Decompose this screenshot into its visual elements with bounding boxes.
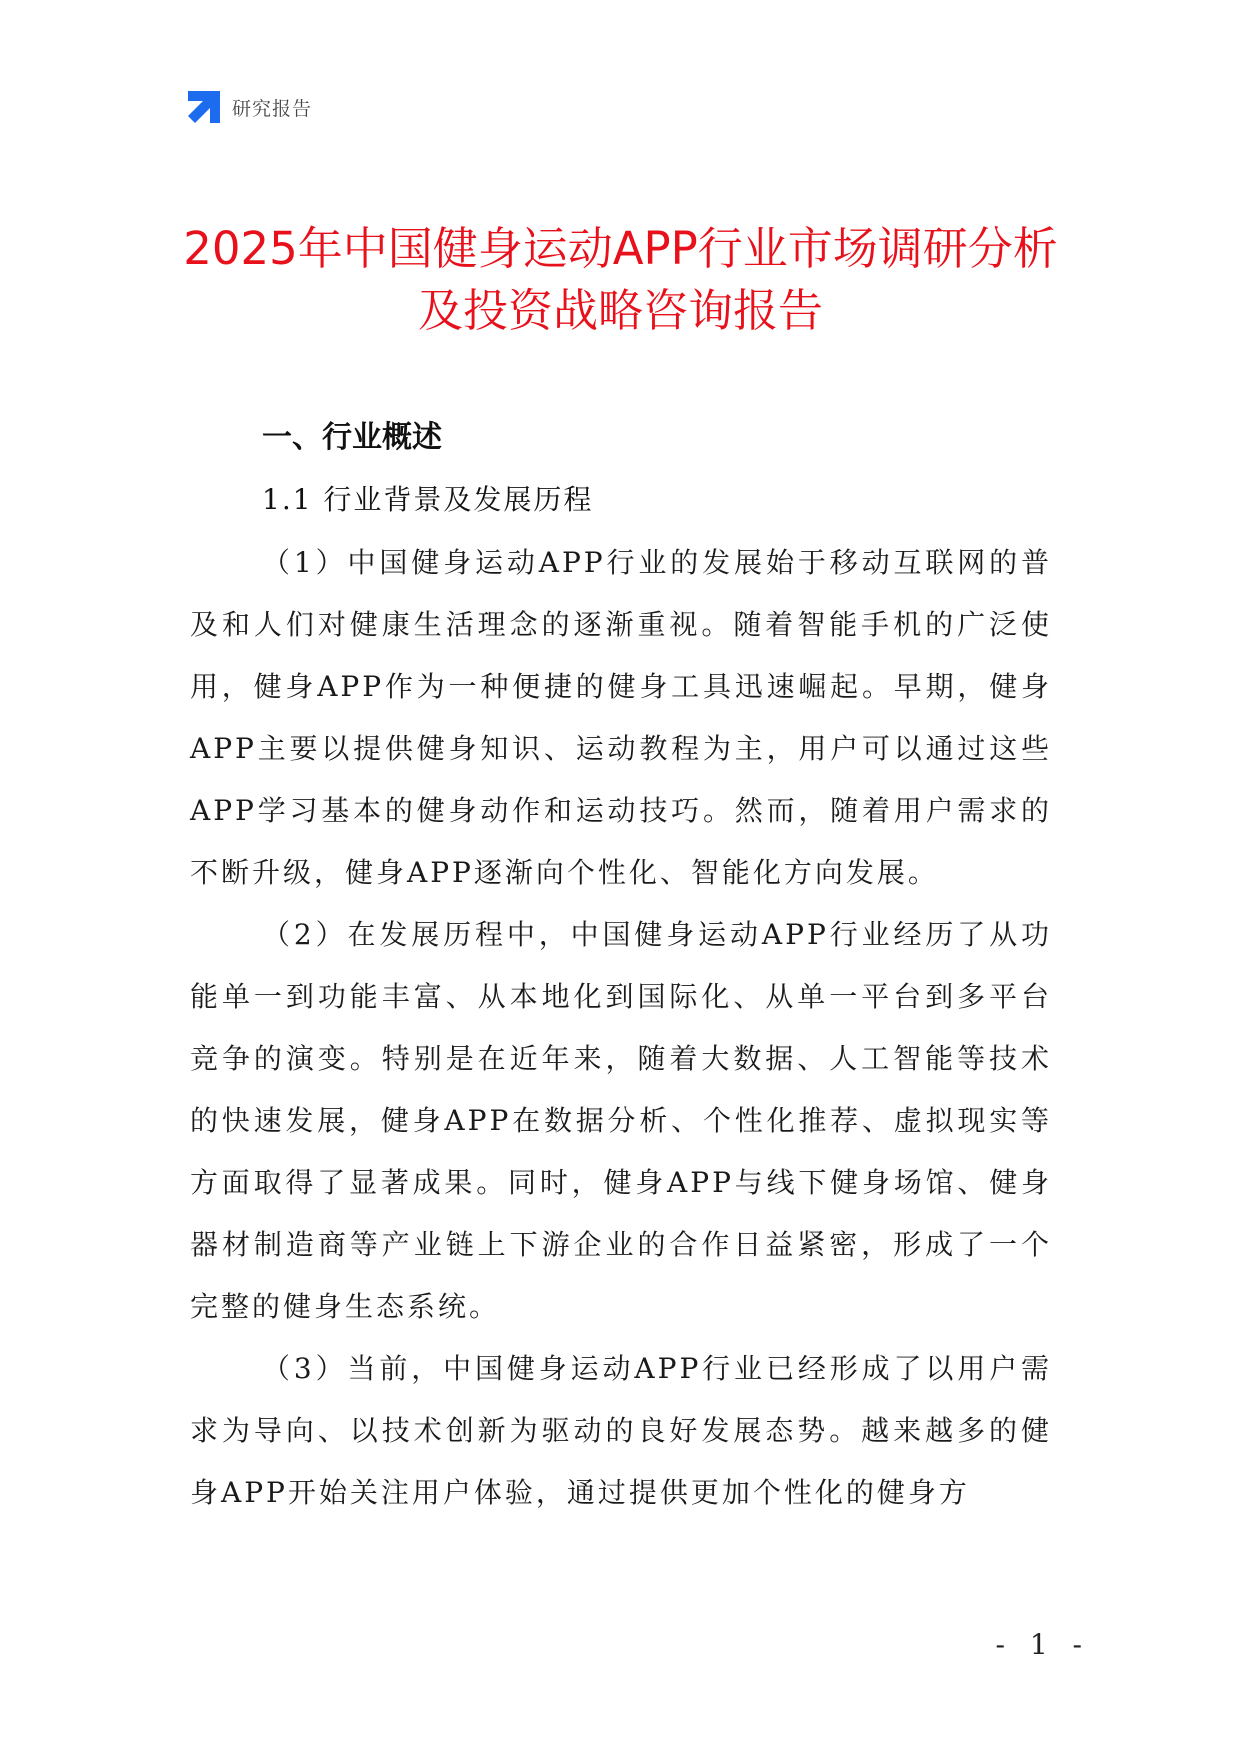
header-label: 研究报告	[232, 97, 313, 120]
subsection-heading: 1.1 行业背景及发展历程	[262, 483, 594, 516]
paragraph-1: （1）中国健身运动APP行业的发展始于移动互联网的普及和人们对健康生活理念的逐渐重视。随着智能手机的广泛使用，健身APP作为一种便捷的健身工具迅速崛起。早期，健身APP主要以提供健身知识、运动教程为主，用户可以通过这些APP学习基本的健身动作和运动技巧。然而，随着用户需求的不断升级，健身APP逐渐向个性化、智能化方向发展。	[190, 546, 1052, 889]
title-line-2: 及投资战略咨询报告	[417, 284, 823, 337]
report-header	[188, 88, 312, 126]
page-number: - 1 -	[995, 1628, 1090, 1661]
document-title	[150, 218, 1091, 342]
section-heading: 一、行业概述	[262, 420, 442, 455]
document-body	[190, 418, 1052, 1524]
arrow-up-right-icon	[188, 91, 220, 123]
title-line-1: 2025年中国健身运动APP行业市场调研分析	[183, 222, 1058, 275]
paragraph-2: （2）在发展历程中，中国健身运动APP行业经历了从功能单一到功能丰富、从本地化到国际化、从单一平台到多平台竞争的演变。特别是在近年来，随着大数据、人工智能等技术的快速发展，健身APP在数据分析、个性化推荐、虚拟现实等方面取得了显著成果。同时，健身APP与线下健身场馆、健身器材制造商等产业链上下游企业的合作日益紧密，形成了一个完整的健身生态系统。	[190, 918, 1052, 1323]
paragraph-3: （3）当前，中国健身运动APP行业已经形成了以用户需求为导向、以技术创新为驱动的良好发展态势。越来越多的健身APP开始关注用户体验，通过提供更加个性化的健身方	[190, 1352, 1052, 1509]
